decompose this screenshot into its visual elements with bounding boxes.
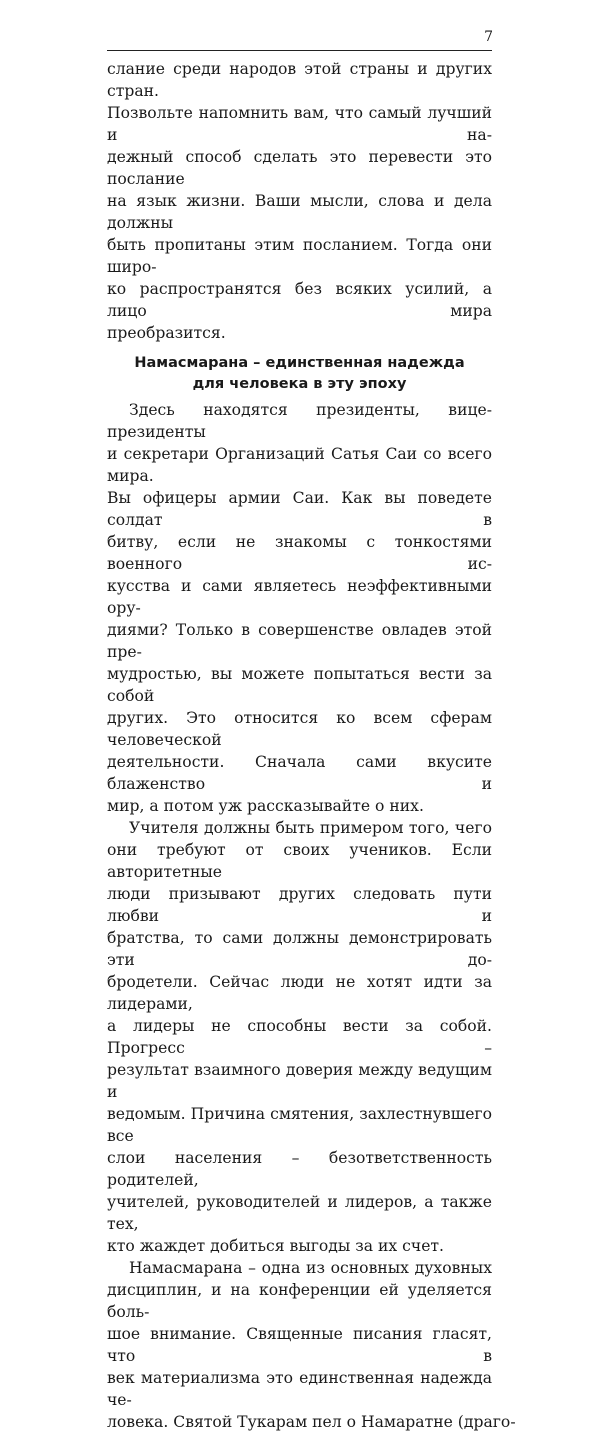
page-number: 7 (484, 29, 493, 45)
text-line: быть пропитаны этим посланием. Тогда они широ- (107, 236, 492, 276)
text-line: ловека. Святой Тукарам пел о Намаратне (драго- (107, 1413, 516, 1431)
text-line: дежный способ сделать это перевести это послание (107, 148, 492, 188)
text-line: на язык жизни. Ваши мысли, слова и дела должны (107, 192, 492, 232)
text-line: деятельности. Сначала сами вкусите блаженство и (107, 753, 492, 793)
text-line: ко распространятся без всяких усилий, а лицо мира (107, 280, 492, 320)
text-line: других. Это относится ко всем сферам человеческой (107, 709, 492, 749)
text-line: век материализма это единственная надежда че- (107, 1369, 492, 1409)
text-line: результат взаимного доверия между ведущим и (107, 1061, 492, 1101)
text-line: бродетели. Сейчас люди не хотят идти за лидерами, (107, 973, 492, 1013)
text-line: братства, то сами должны демонстрировать эти до- (107, 929, 492, 969)
paragraph-presidents (107, 399, 492, 817)
paragraph-teachers (107, 817, 492, 1257)
text-line: преобразится. (107, 324, 226, 342)
heading-line: для человека в эту эпоху (192, 376, 407, 392)
text-line: учителей, руководителей и лидеров, а также тех, (107, 1193, 492, 1233)
text-line: Здесь находятся президенты, вице-президенты (107, 401, 492, 441)
text-line: Учителя должны быть примером того, чего (129, 819, 492, 837)
heading-line: Намасмарана – единственная надежда (134, 355, 465, 371)
text-line: ведомым. Причина смятения, захлестнувшего все (107, 1105, 492, 1145)
text-line: мудростью, вы можете попытаться вести за собой (107, 665, 492, 705)
paragraph-namasmarana (107, 1257, 516, 1433)
text-line: слание среди народов этой страны и других стран. (107, 60, 492, 100)
text-line: Намасмарана – одна из основных духовных (129, 1259, 492, 1277)
page-content (107, 58, 516, 1433)
header-rule (107, 50, 492, 51)
text-line: шое внимание. Священные писания гласят, что в (107, 1325, 492, 1365)
text-line: они требуют от своих учеников. Если авторитетные (107, 841, 492, 881)
text-line: диями? Только в совершенстве овладев этой пре- (107, 621, 492, 661)
paragraph-intro (107, 58, 492, 344)
text-line: кусства и сами являетесь неэффективными ору- (107, 577, 492, 617)
section-heading (107, 353, 492, 395)
text-line: битву, если не знакомы с тонкостями военного ис- (107, 533, 492, 573)
text-line: и секретари Организаций Сатья Саи со всего мира. (107, 445, 492, 485)
text-line: дисциплин, и на конференции ей уделяется боль- (107, 1281, 492, 1321)
text-line: кто жаждет добиться выгоды за их счет. (107, 1237, 445, 1255)
text-line: Вы офицеры армии Саи. Как вы поведете солдат в (107, 489, 492, 529)
text-line: люди призывают других следовать пути любви и (107, 885, 492, 925)
text-line: Позвольте напомнить вам, что самый лучший и на- (107, 104, 492, 144)
text-line: слои населения – безответственность родителей, (107, 1149, 492, 1189)
text-line: а лидеры не способны вести за собой. Прогресс – (107, 1017, 492, 1057)
text-line: мир, а потом уж рассказывайте о них. (107, 797, 424, 815)
